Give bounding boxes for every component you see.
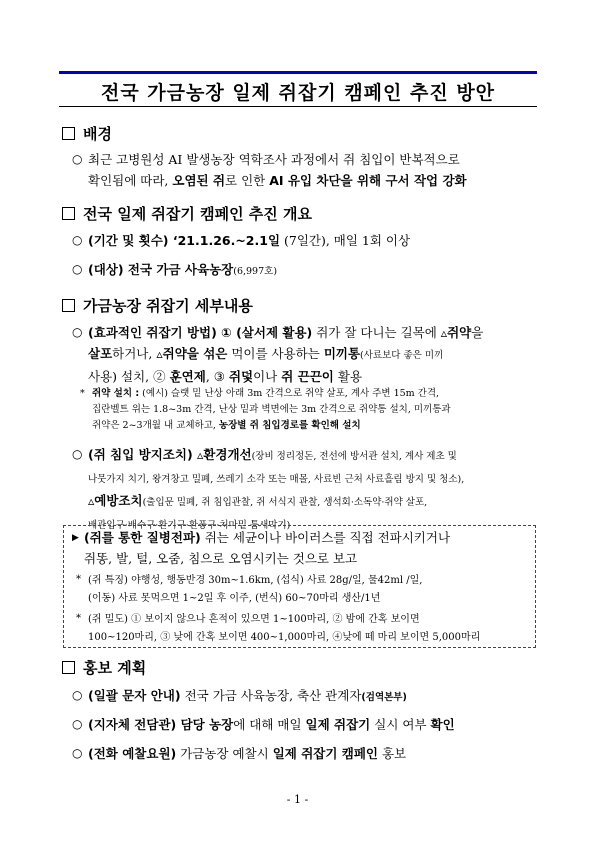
- circle-bullet-icon: ○: [72, 325, 83, 339]
- text: 쥐약 설치 :: [92, 388, 140, 399]
- asterisk-icon: *: [80, 388, 85, 399]
- circle-bullet-icon: ○: [72, 262, 83, 276]
- text: 나뭇가지 치기, 왕겨창고 밀폐, 쓰레기 소각 또는 매몰, 사료빈 근처 사료흘림 방지 및 청소),: [88, 474, 465, 485]
- text: (대상) 전국 가금 사육농장: [88, 262, 234, 277]
- text: 사용) 설치, ②: [88, 369, 170, 384]
- text: 가금농장 예찰시: [176, 746, 273, 761]
- text: (전화 예찰요원): [88, 746, 177, 761]
- text: (이동) 사료 못먹으면 1~2일 후 이주, (번식) 60~70마리 생산/1년: [88, 593, 381, 604]
- text: 일제 쥐잡기: [305, 717, 371, 732]
- circle-bullet-icon: ○: [72, 688, 83, 702]
- title-rule-bottom: [59, 106, 537, 107]
- box-item-transmission: [72, 527, 530, 569]
- text: (장비 정리정돈, 전선에 방서관 설치, 계사 제초 및: [251, 451, 457, 462]
- asterisk-icon: *: [76, 613, 81, 624]
- text: AI 유입 차단을 위해 구서 작업 강화: [269, 173, 467, 188]
- text: (쥐 밀도) ① 보이지 않으나 흔적이 있으면 1~100마리, ② 밤에 간혹 보이면: [88, 614, 420, 625]
- text: 실시 여부: [370, 717, 431, 732]
- section-title: 배경: [83, 125, 112, 143]
- box-note-density: [76, 611, 532, 647]
- section-title: 홍보 계획: [83, 659, 147, 677]
- text: (사료보다 좋은 미끼: [360, 350, 444, 361]
- section-heading-details: [62, 295, 253, 316]
- section-heading-background: [62, 123, 112, 144]
- section-title: 가금농장 쥐잡기 세부내용: [83, 297, 253, 315]
- promotion-item-sms: [72, 685, 542, 708]
- text: 훈연제: [169, 369, 206, 384]
- text: (쥐를 통한 질병전파): [84, 530, 201, 545]
- asterisk-icon: *: [76, 574, 81, 585]
- promotion-item-phone: [72, 743, 542, 764]
- triangle-bullet-icon: ▶: [72, 533, 79, 543]
- text: 먹이를 사용하는: [227, 346, 324, 361]
- background-item: [72, 149, 542, 191]
- circle-bullet-icon: ○: [72, 152, 83, 166]
- text: 쥐 끈끈이: [281, 369, 334, 384]
- text: , ③: [205, 369, 229, 384]
- text: 전국 가금 사육농장, 축산 관계자: [180, 688, 362, 703]
- text: 배관입구·배수구·환기구·환풍구·처마밑 틈새막기): [88, 520, 291, 531]
- text: 을: [471, 325, 484, 340]
- details-item-prevention: [72, 444, 542, 536]
- text: 확인: [430, 717, 455, 732]
- overview-item-period: [72, 230, 542, 251]
- section-heading-promotion: [62, 657, 146, 678]
- text: (검역본부): [361, 692, 407, 703]
- text: 최근 고병원성 AI 발생농장 역학조사 과정에서 쥐 침입이 반복적으로: [88, 152, 460, 167]
- promotion-item-local: [72, 714, 542, 735]
- text: 쥐약은 2~3개월 내 교체하고,: [92, 420, 219, 431]
- text: 에 대해 매일: [233, 717, 306, 732]
- text: 일제 쥐잡기 캠페인: [272, 746, 378, 761]
- checkbox-square-icon: [62, 661, 75, 674]
- text: 100~120마리, ③ 낮에 간혹 보이면 400~1,000마리, ④낮에 떼 마리 보이면 5,000마리: [88, 632, 481, 643]
- section-heading-overview: [62, 203, 312, 224]
- page-number: - 1 -: [286, 793, 309, 806]
- checkbox-square-icon: [62, 207, 75, 220]
- circle-bullet-icon: ○: [72, 233, 83, 247]
- section-title: 전국 일제 쥐잡기 캠페인 추진 개요: [83, 205, 312, 223]
- text: (출입문 밀폐, 쥐 침입관찰, 쥐 서식지 관찰, 생석회·소독약·쥐약 살포,: [142, 497, 428, 508]
- text: (효과적인 쥐잡기 방법) ① (살서제 활용): [88, 325, 313, 340]
- circle-bullet-icon: ○: [72, 717, 83, 731]
- text: 미끼통: [323, 346, 361, 361]
- text: (쥐 침입 방지조치): [88, 447, 198, 462]
- text: (쥐 특징) 야행성, 행동반경 30m~1.6km, (섭식) 사료 28g/일, 물42ml /일,: [88, 575, 423, 586]
- text: (기간 및 횟수) ‘21.1.26.~2.1일: [88, 233, 281, 248]
- circle-bullet-icon: ○: [72, 746, 83, 760]
- circle-bullet-icon: ○: [72, 447, 83, 461]
- text: ▵쥐약을 섞은: [156, 346, 228, 361]
- text: 농장별 쥐 침입경로를 확인해 설치: [218, 420, 361, 431]
- text: 쥐덫: [228, 369, 254, 384]
- overview-item-target: [72, 259, 542, 282]
- title-rule-top: [59, 71, 537, 74]
- text: 홍보: [378, 746, 407, 761]
- box-note-traits: [76, 572, 532, 608]
- text: 쥐는 세균이나 바이러스를 직접 전파시키거나: [200, 530, 451, 545]
- text: (예시) 슬랫 밑 난상 아래 3m 간격으로 쥐약 살포, 계사 주변 15m 간격,: [139, 388, 440, 399]
- page-title: 전국 가금농장 일제 쥐잡기 캠페인 추진 방안: [100, 82, 496, 104]
- text: (지자체 전담관) 담당 농장: [88, 717, 234, 732]
- text: ▵쥐약: [440, 325, 472, 340]
- text: 살포: [88, 346, 113, 361]
- text: ▵예방조치: [88, 493, 143, 508]
- details-note-bait: [80, 386, 540, 434]
- text: 이나: [253, 369, 282, 384]
- text: 오염된 쥐: [172, 173, 226, 188]
- text: (6,997호): [233, 266, 278, 277]
- text: 로 인한: [225, 173, 270, 188]
- text: 확인됨에 따라,: [88, 173, 173, 188]
- details-item-methods: [72, 322, 542, 387]
- checkbox-square-icon: [62, 127, 75, 140]
- text: 하거나,: [112, 346, 157, 361]
- text: 쥐가 잘 다니는 길목에: [312, 325, 441, 340]
- text: (7일간), 매일 1회 이상: [280, 233, 411, 248]
- text: ▵환경개선: [197, 447, 252, 462]
- text: 활용: [333, 369, 363, 384]
- text: (일괄 문자 안내): [88, 688, 181, 703]
- checkbox-square-icon: [62, 299, 75, 312]
- text: 쥐똥, 발, 털, 오줌, 침으로 오염시키는 것으로 보고: [84, 551, 358, 566]
- text: 집란벨트 위는 1.8~3m 간격, 난상 밑과 벽면에는 3m 간격으로 쥐약통 설치, 미끼통과: [92, 404, 451, 415]
